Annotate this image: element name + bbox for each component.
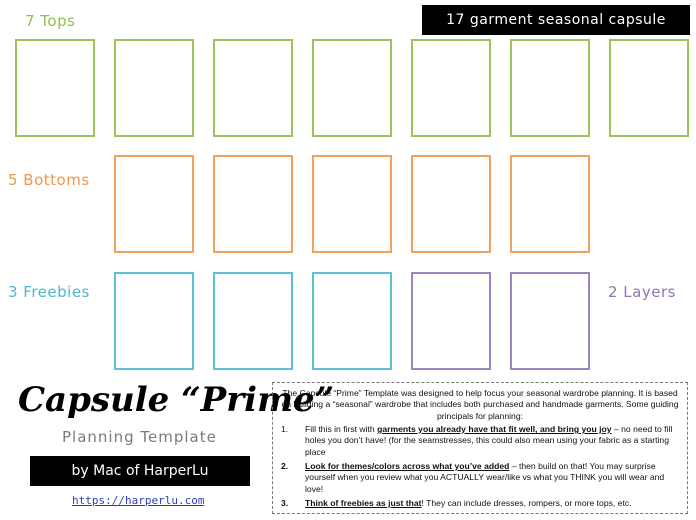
guideline-post: – no need to fill holes you don’t have! (for the seamstresses, this could also mean using your fabric as a starting place: [305, 424, 673, 457]
tops-slot[interactable]: [213, 39, 293, 137]
guideline-emphasis: Look for themes/colors across what you’ve added: [305, 461, 510, 472]
guideline-pre: Fill this in first with: [305, 424, 378, 435]
bottoms-slot[interactable]: [510, 155, 590, 253]
brand-url-link[interactable]: https://harperlu.com: [72, 494, 205, 507]
freebies-slot[interactable]: [312, 272, 392, 370]
freebies-slot[interactable]: [213, 272, 293, 370]
bottoms-slot[interactable]: [312, 155, 392, 253]
bottoms-slot[interactable]: [114, 155, 194, 253]
brand-title: Capsule “Prime”: [18, 380, 335, 420]
guideline-text: [305, 424, 679, 458]
brand-byline: by Mac of HarperLu: [30, 456, 250, 486]
layers-slot[interactable]: [411, 272, 491, 370]
bottoms-slot[interactable]: [411, 155, 491, 253]
guideline-item: [281, 461, 679, 495]
guideline-post: – then build on that! You may surprise yourself when you review what you ACTUALLY wear/like vs what you THINK you will wear and love!: [305, 461, 665, 494]
tops-slot[interactable]: [312, 39, 392, 137]
freebies-slot[interactable]: [114, 272, 194, 370]
guideline-number: 1.: [281, 424, 289, 435]
guideline-item: [281, 498, 679, 509]
guideline-number: 3.: [281, 498, 289, 509]
tops-slot[interactable]: [609, 39, 689, 137]
guideline-post: ! They can include dresses, rompers, or more tops, etc.: [421, 498, 632, 509]
tops-slot[interactable]: [15, 39, 95, 137]
info-intro: The Capsule “Prime” Template was designed to help focus your seasonal wardrobe planning. It is based on building a “seasonal” wardrobe that includes both purchased and handmade garments. Some guiding principals for planning:: [281, 388, 679, 421]
layers-slot[interactable]: [510, 272, 590, 370]
tops-slot[interactable]: [411, 39, 491, 137]
freebies-label: 3 Freebies: [8, 283, 90, 301]
capsule-banner: 17 garment seasonal capsule: [422, 5, 690, 35]
guideline-emphasis: garments you already have that fit well, and bring you joy: [377, 424, 612, 435]
tops-slot[interactable]: [510, 39, 590, 137]
guideline-text: [305, 498, 679, 509]
guideline-emphasis: Think of freebies as just that: [305, 498, 422, 509]
guidelines-list: [281, 424, 679, 509]
tops-label: 7 Tops: [25, 12, 76, 30]
guideline-item: [281, 424, 679, 458]
bottoms-label: 5 Bottoms: [8, 171, 90, 189]
info-box: [272, 382, 688, 514]
guideline-number: 2.: [281, 461, 289, 472]
layers-label: 2 Layers: [608, 283, 676, 301]
bottoms-slot[interactable]: [213, 155, 293, 253]
guideline-text: [305, 461, 679, 495]
tops-slot[interactable]: [114, 39, 194, 137]
brand-subtitle: Planning Template: [62, 428, 217, 446]
